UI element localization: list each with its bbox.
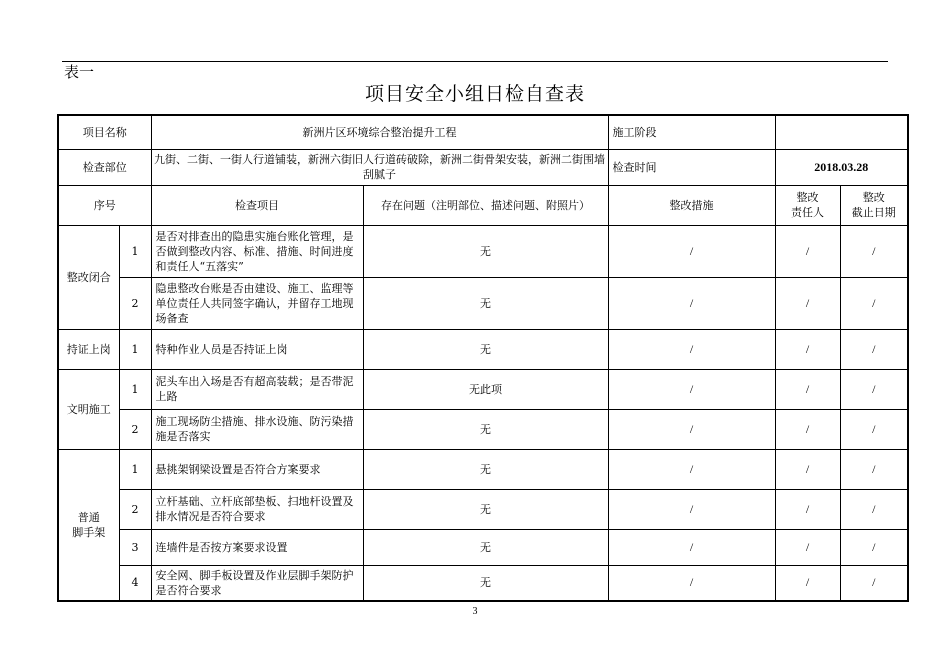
deadline-text: / xyxy=(840,329,908,369)
group-name: 普通 脚手架 xyxy=(58,449,119,601)
stage-label: 施工阶段 xyxy=(608,115,775,149)
deadline-text: / xyxy=(840,225,908,277)
person-text: / xyxy=(775,329,840,369)
row-number: 1 xyxy=(119,449,151,489)
issue-text: 无 xyxy=(363,449,608,489)
issue-text: 无 xyxy=(363,277,608,329)
person-text: / xyxy=(775,369,840,409)
person-text: / xyxy=(775,565,840,601)
header-item: 检查项目 xyxy=(151,185,363,225)
header-seq: 序号 xyxy=(58,185,151,225)
deadline-text: / xyxy=(840,489,908,529)
page-number: 3 xyxy=(472,606,478,617)
table-row xyxy=(58,449,908,489)
project-name-value: 新洲片区环境综合整治提升工程 xyxy=(151,115,608,149)
deadline-text: / xyxy=(840,449,908,489)
measure-text: / xyxy=(608,449,775,489)
issue-text: 无 xyxy=(363,529,608,565)
person-text: / xyxy=(775,277,840,329)
deadline-text: / xyxy=(840,369,908,409)
check-item: 连墙件是否按方案要求设置 xyxy=(151,529,363,565)
issue-text: 无 xyxy=(363,565,608,601)
row-number: 2 xyxy=(119,409,151,449)
time-value: 2018.03.28 xyxy=(775,149,908,185)
table-row xyxy=(58,369,908,409)
table-row xyxy=(58,529,908,565)
issue-text: 无 xyxy=(363,409,608,449)
group-name: 文明施工 xyxy=(58,369,119,449)
measure-text: / xyxy=(608,565,775,601)
table-row xyxy=(58,489,908,529)
issue-text: 无 xyxy=(363,225,608,277)
person-text: / xyxy=(775,489,840,529)
check-item: 施工现场防尘措施、排水设施、防污染措施是否落实 xyxy=(151,409,363,449)
check-item: 泥头车出入场是否有超高装载；是否带泥上路 xyxy=(151,369,363,409)
row-number: 1 xyxy=(119,329,151,369)
measure-text: / xyxy=(608,409,775,449)
table-row xyxy=(58,225,908,277)
location-value: 九街、二街、一街人行道铺装，新洲六街旧人行道砖破除，新洲二街骨架安装，新洲二街围墙刮腻子 xyxy=(151,149,608,185)
time-label: 检查时间 xyxy=(608,149,775,185)
row-number: 1 xyxy=(119,225,151,277)
row-number: 4 xyxy=(119,565,151,601)
measure-text: / xyxy=(608,225,775,277)
header-issue: 存在问题（注明部位、描述问题、附照片） xyxy=(363,185,608,225)
row-number: 1 xyxy=(119,369,151,409)
group-name: 整改闭合 xyxy=(58,225,119,329)
group-name: 持证上岗 xyxy=(58,329,119,369)
check-item: 立杆基础、立杆底部垫板、扫地杆设置及排水情况是否符合要求 xyxy=(151,489,363,529)
deadline-text: / xyxy=(840,565,908,601)
deadline-text: / xyxy=(840,409,908,449)
row-number: 2 xyxy=(119,277,151,329)
location-label: 检查部位 xyxy=(58,149,151,185)
stage-value xyxy=(775,115,908,149)
table-row xyxy=(58,409,908,449)
person-text: / xyxy=(775,449,840,489)
check-item: 特种作业人员是否持证上岗 xyxy=(151,329,363,369)
measure-text: / xyxy=(608,489,775,529)
document-title: 项目安全小组日检自查表 xyxy=(364,83,585,105)
table-row xyxy=(58,565,908,601)
column-header-row xyxy=(58,185,908,225)
table-row xyxy=(58,277,908,329)
measure-text: / xyxy=(608,529,775,565)
deadline-text: / xyxy=(840,277,908,329)
header-deadline: 整改 截止日期 xyxy=(840,185,908,225)
person-text: / xyxy=(775,409,840,449)
measure-text: / xyxy=(608,329,775,369)
location-row xyxy=(58,149,908,185)
measure-text: / xyxy=(608,369,775,409)
table-row xyxy=(58,329,908,369)
row-number: 3 xyxy=(119,529,151,565)
measure-text: / xyxy=(608,277,775,329)
project-name-row xyxy=(58,115,908,149)
deadline-text: / xyxy=(840,529,908,565)
person-text: / xyxy=(775,529,840,565)
check-item: 隐患整改台账是否由建设、施工、监理等单位责任人共同签字确认，并留存工地现场备查 xyxy=(151,277,363,329)
issue-text: 无 xyxy=(363,489,608,529)
check-item: 悬挑架钢梁设置是否符合方案要求 xyxy=(151,449,363,489)
issue-text: 无 xyxy=(363,329,608,369)
check-item: 是否对排查出的隐患实施台账化管理，是否做到整改内容、标准、措施、时间进度和责任人“五落实” xyxy=(151,225,363,277)
header-person: 整改 责任人 xyxy=(775,185,840,225)
project-name-label: 项目名称 xyxy=(58,115,151,149)
check-item: 安全网、脚手板设置及作业层脚手架防护是否符合要求 xyxy=(151,565,363,601)
person-text: / xyxy=(775,225,840,277)
header-measure: 整改措施 xyxy=(608,185,775,225)
issue-text: 无此项 xyxy=(363,369,608,409)
row-number: 2 xyxy=(119,489,151,529)
header-rule xyxy=(62,61,888,62)
inspection-table xyxy=(57,114,909,602)
table-label: 表一 xyxy=(64,63,95,81)
